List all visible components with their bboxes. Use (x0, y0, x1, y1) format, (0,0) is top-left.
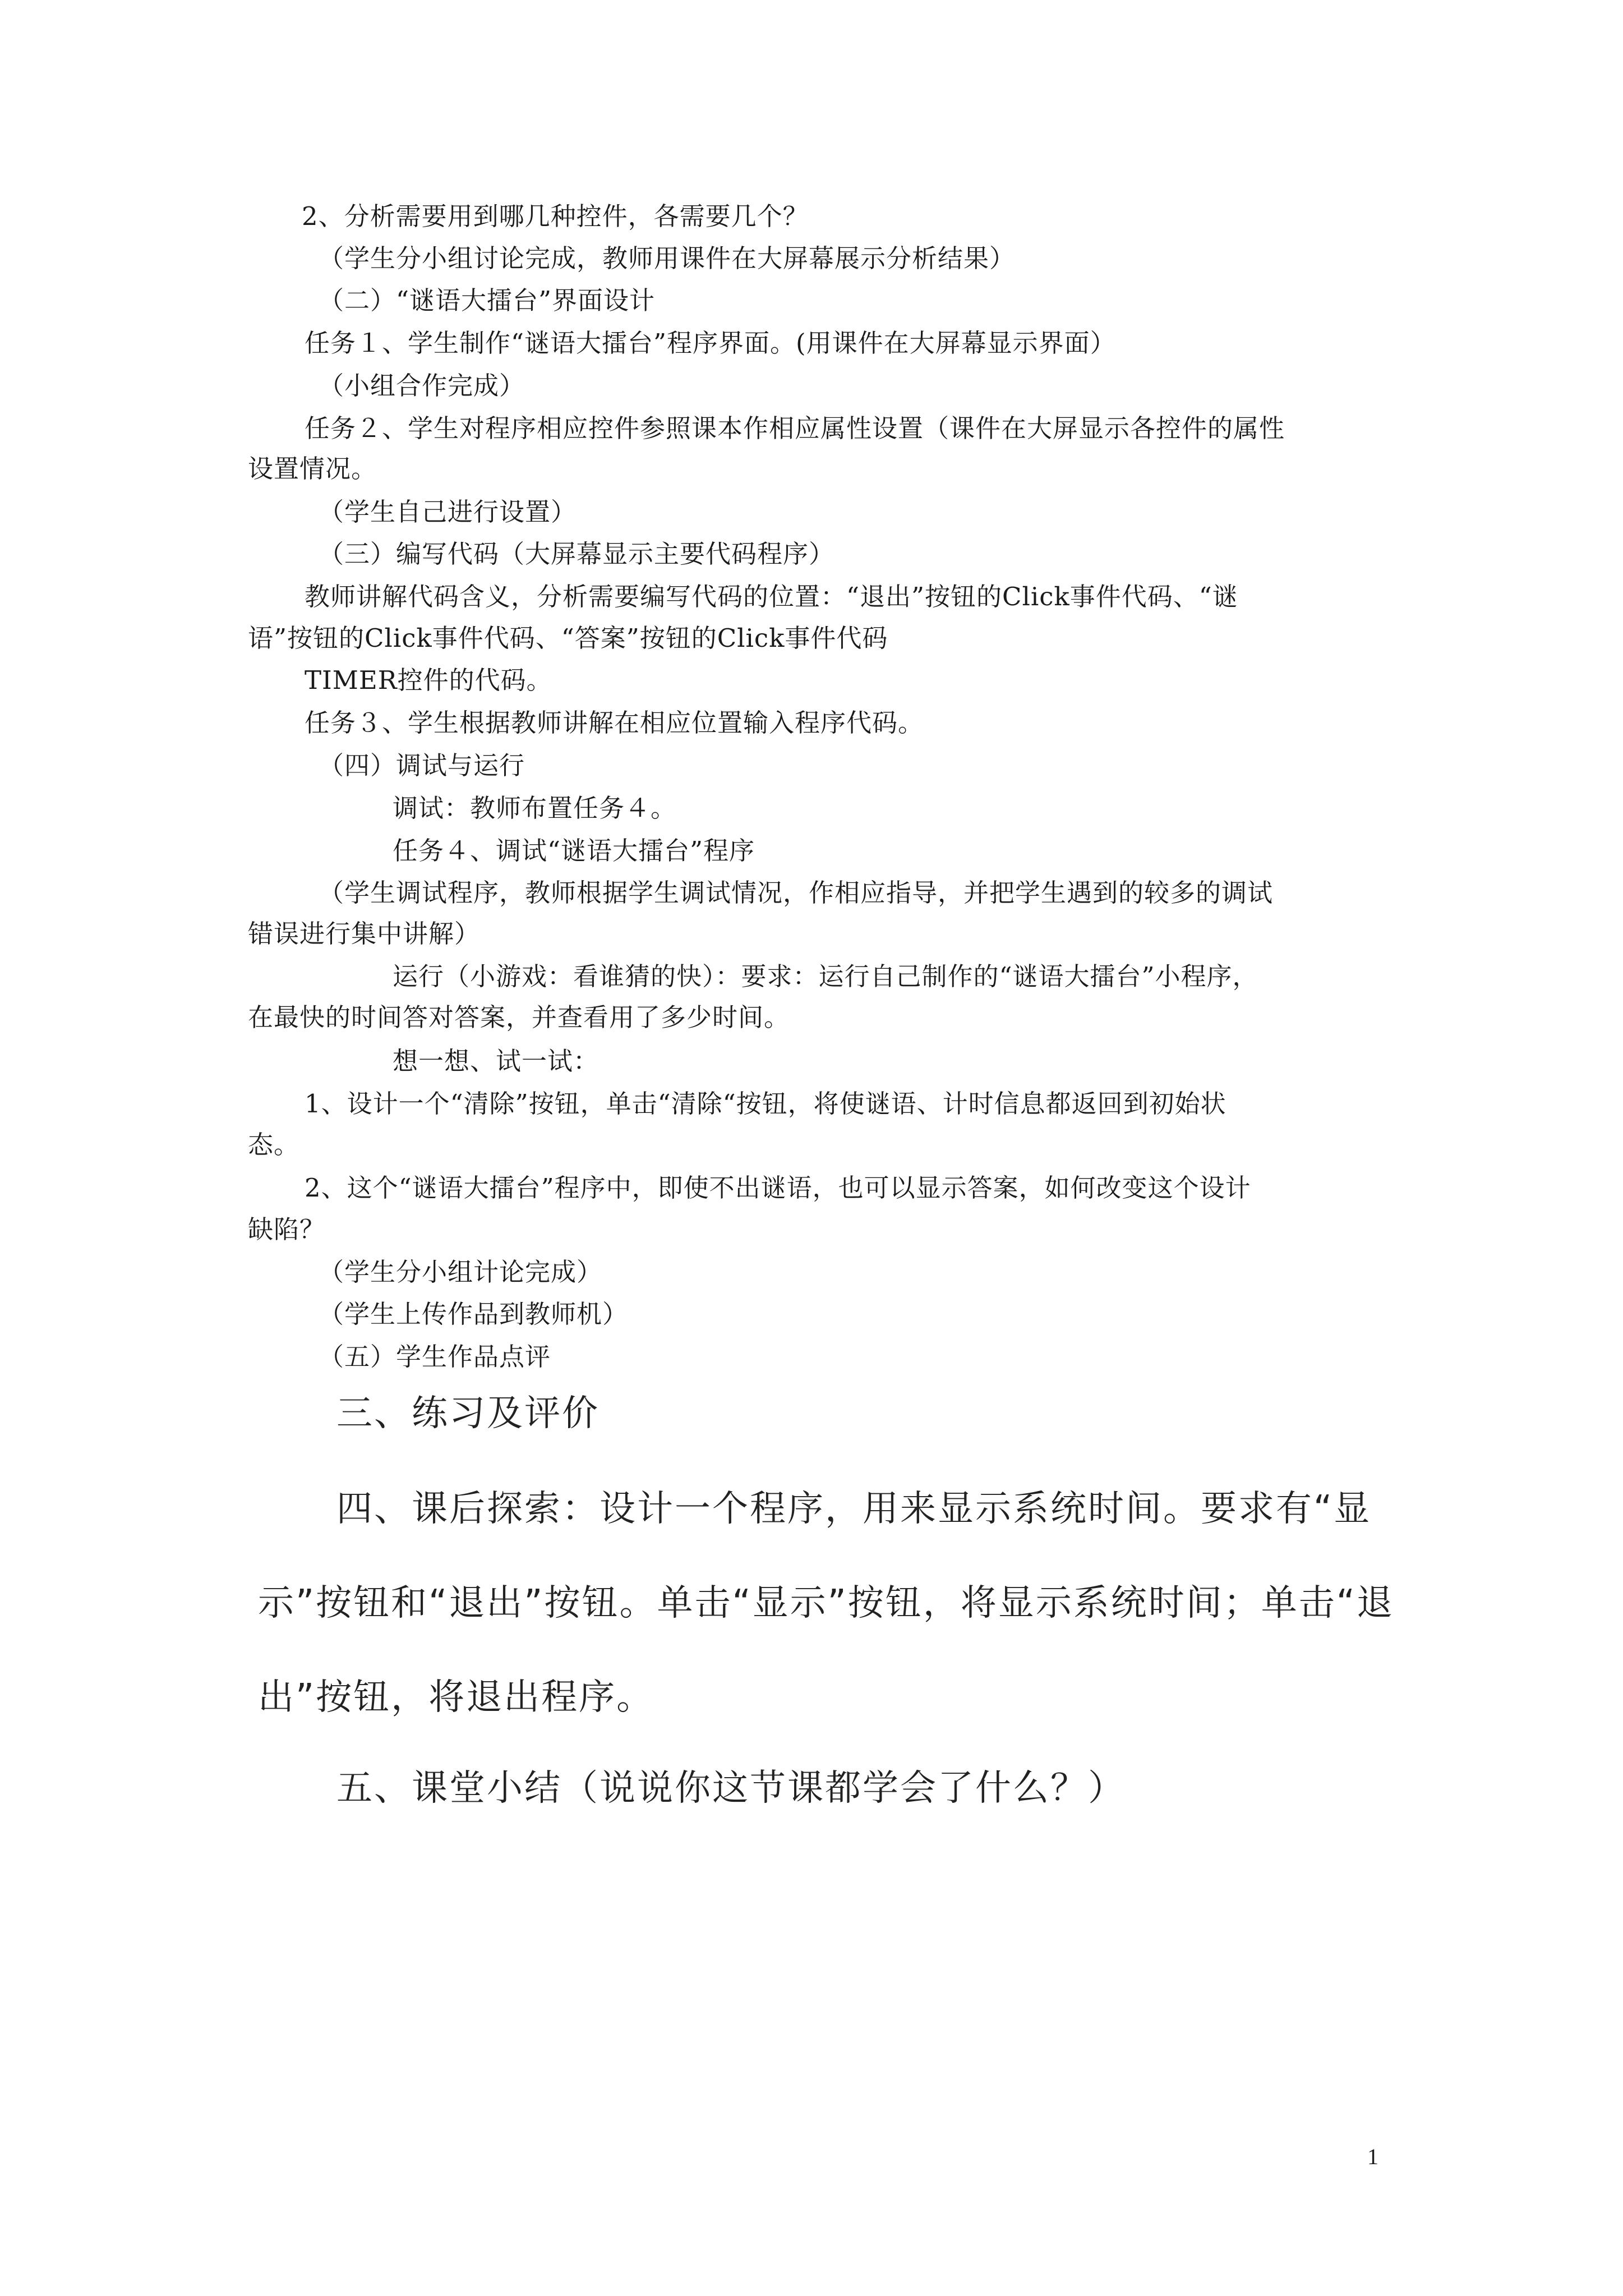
paragraph-line: 态。 (248, 1130, 300, 1159)
paragraph-line: （小组合作完成） (319, 371, 525, 401)
heading-explore-line3: 出”按钮，将退出程序。 (258, 1677, 654, 1718)
section-heading: （二）“谜语大擂台”界面设计 (319, 286, 656, 315)
paragraph-line: 调试：教师布置任务４。 (393, 793, 677, 823)
paragraph-line: 任务４、调试“谜语大擂台”程序 (393, 836, 755, 866)
heading-practice: 三、练习及评价 (336, 1393, 600, 1434)
paragraph-line: 1、设计一个“清除”按钮，单击“清除“按钮，将使谜语、计时信息都返回到初始状 (305, 1089, 1227, 1119)
paragraph-line: 错误进行集中讲解） (248, 919, 481, 949)
paragraph-line: 缺陷？ (248, 1214, 326, 1244)
heading-summary: 五、课堂小结（说说你这节课都学会了什么？） (336, 1768, 1126, 1809)
paragraph-line: 语”按钮的Click事件代码、“答案”按钮的Click事件代码 (248, 623, 888, 653)
paragraph-line: （学生自己进行设置） (319, 497, 577, 527)
paragraph-line: 2、分析需要用到哪几种控件，各需要几个？ (302, 201, 809, 231)
paragraph-line: 设置情况。 (248, 454, 377, 484)
paragraph-line: 在最快的时间答对答案，并查看用了多少时间。 (248, 1002, 790, 1032)
heading-explore-line2: 示”按钮和“退出”按钮。单击“显示”按钮，将显示系统时间；单击“退 (258, 1582, 1394, 1624)
paragraph-line: （学生上传作品到教师机） (319, 1299, 629, 1329)
paragraph-line: 任务３、学生根据教师讲解在相应位置输入程序代码。 (305, 708, 924, 738)
paragraph-line: 2、这个“谜语大擂台”程序中，即使不出谜语，也可以显示答案，如何改变这个设计 (305, 1173, 1251, 1203)
paragraph-line: 任务１、学生制作“谜语大擂台”程序界面。(用课件在大屏幕显示界面） (305, 328, 1116, 358)
paragraph-line: TIMER控件的代码。 (305, 665, 552, 695)
section-heading: （五）学生作品点评 (319, 1342, 551, 1372)
heading-explore-line1: 四、课后探索：设计一个程序，用来显示系统时间。要求有“显 (336, 1488, 1372, 1530)
paragraph-line: （学生分小组计论完成） (319, 1257, 603, 1287)
section-heading: （四）调试与运行 (319, 751, 525, 780)
paragraph-line: 运行（小游戏：看谁猜的快）：要求：运行自己制作的“谜语大擂台”小程序， (393, 961, 1258, 991)
paragraph-line: 想一想、试一试： (393, 1046, 600, 1076)
paragraph-line: 任务２、学生对程序相应控件参照课本作相应属性设置（课件在大屏显示各控件的属性 (305, 413, 1285, 443)
section-heading: （三）编写代码（大屏幕显示主要代码程序） (319, 539, 835, 569)
page-number: 1 (1367, 2144, 1378, 2169)
paragraph-line: （学生分小组讨论完成，教师用课件在大屏幕展示分析结果） (319, 243, 1016, 273)
paragraph-line: （学生调试程序，教师根据学生调试情况，作相应指导，并把学生遇到的较多的调试 (319, 878, 1274, 908)
paragraph-line: 教师讲解代码含义，分析需要编写代码的位置：“退出”按钮的Click事件代码、“谜 (305, 582, 1238, 611)
